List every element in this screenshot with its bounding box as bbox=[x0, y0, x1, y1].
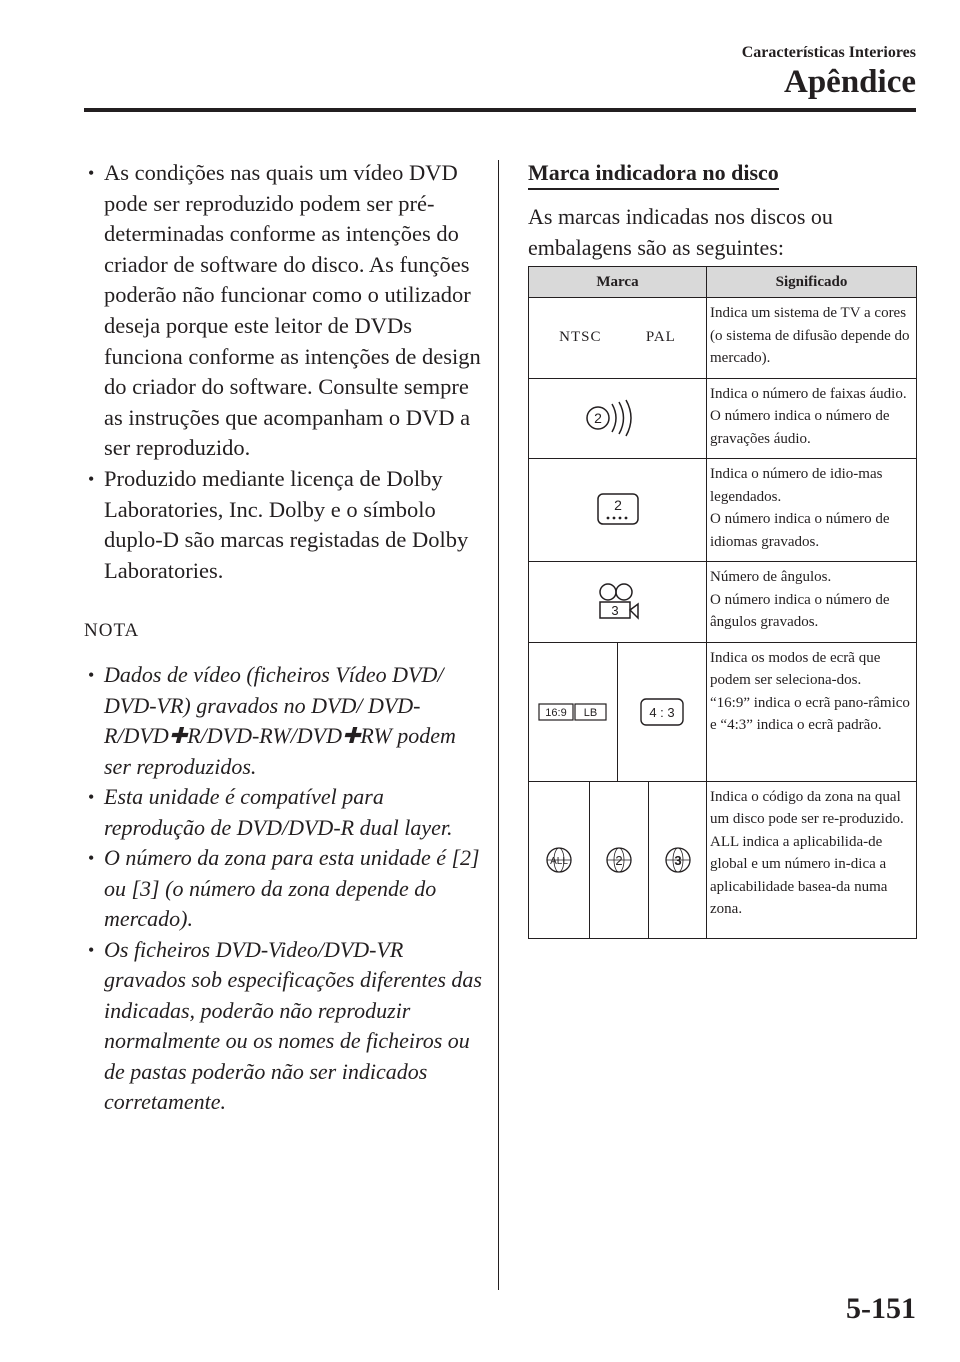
meaning-line: O número indica o número de gravações áudio. bbox=[710, 408, 890, 447]
table-row bbox=[529, 781, 917, 938]
meaning-cell bbox=[707, 562, 917, 643]
meaning-line: Indica o código da zona na qual um disco pode ser re-produzido. bbox=[710, 788, 904, 827]
bullet-text: Produzido mediante licença de Dolby Laboratories, Inc. Dolby e o símbolo duplo-D são marcas registadas de Dolby Laboratories. bbox=[104, 465, 469, 583]
angles-camera-icon bbox=[594, 582, 642, 622]
table-row bbox=[529, 562, 917, 643]
audio-tracks-icon bbox=[586, 398, 650, 438]
mark-cell bbox=[529, 298, 707, 379]
ntsc-label: NTSC bbox=[559, 329, 602, 346]
note-item bbox=[84, 660, 484, 782]
meaning-line: Número de ângulos. bbox=[710, 569, 832, 585]
disc-marks-table bbox=[528, 266, 917, 939]
right-column bbox=[528, 160, 916, 263]
bullet-dot: • bbox=[88, 163, 95, 183]
bullet-text: As condições nas quais um vídeo DVD pode ser reproduzido podem ser pré-determinadas conforme as intenções do criador de software do disco. As funções poderão não funcionar como o utilizador deseja porque este leitor de DVDs funciona conforme as intenções de design do criador do software. Consulte sempre as instruções que acompanham o DVD a ser reproduzido. bbox=[104, 160, 481, 461]
bullet-dot: • bbox=[88, 787, 95, 808]
mark-cell bbox=[529, 459, 707, 562]
table-row bbox=[529, 378, 917, 459]
mark-column-header: Marca bbox=[529, 267, 707, 298]
region-2-icon bbox=[605, 846, 633, 874]
bullet-dot: • bbox=[88, 665, 95, 686]
header-rule bbox=[84, 108, 916, 112]
region-all-icon bbox=[545, 846, 573, 874]
bullet-item bbox=[84, 464, 484, 586]
region-all-label: ALL bbox=[550, 855, 568, 867]
chapter-title: Apêndice bbox=[784, 64, 916, 100]
subtitles-icon bbox=[596, 492, 640, 528]
bullet-dot: • bbox=[88, 468, 95, 489]
note-item bbox=[84, 843, 484, 935]
mark-cell bbox=[529, 378, 707, 459]
section-title: Características Interiores bbox=[741, 44, 916, 61]
meaning-line: Indica o número de faixas áudio. bbox=[710, 385, 907, 402]
meaning-cell bbox=[707, 459, 917, 562]
note-text: Os ficheiros DVD-Video/DVD-VR gravados sob especificações diferentes das indicadas, poderão não reproduzir normalmente ou os nomes de ficheiros ou de pastas poderão não ser indicados corretamente. bbox=[104, 936, 482, 1115]
audio-tracks-number: 2 bbox=[593, 410, 602, 427]
mark-cell bbox=[529, 642, 707, 781]
section-heading: Marca indicadora no disco bbox=[528, 160, 779, 190]
mark-cell bbox=[529, 781, 707, 938]
meaning-line: ALL indica a aplicabilida-de global e um número in-dica a aplicabilidade basea-da numa zona. bbox=[710, 833, 888, 917]
meaning-line: Indica o número de idio-mas legendados. bbox=[710, 466, 883, 505]
meaning-column-header: Significado bbox=[707, 267, 917, 298]
section-intro: As marcas indicadas nos discos ou embalagens são as seguintes: bbox=[528, 204, 833, 260]
bullet-dot: • bbox=[88, 848, 95, 869]
bullet-dot: • bbox=[88, 939, 95, 960]
meaning-cell bbox=[707, 642, 917, 781]
standard-screen-icon bbox=[639, 697, 685, 727]
standard-screen-label: 4 : 3 bbox=[649, 704, 675, 720]
widescreen-letterbox-icon bbox=[538, 701, 608, 723]
left-column bbox=[84, 158, 484, 1118]
note-text: Esta unidade é compatível para reprodução de DVD/DVD-R dual layer. bbox=[104, 784, 453, 840]
note-item bbox=[84, 935, 484, 1118]
meaning-line: O número indica o número de idiomas gravados. bbox=[710, 511, 890, 550]
meaning-cell bbox=[707, 781, 917, 938]
note-item bbox=[84, 782, 484, 843]
region-3-icon bbox=[664, 846, 692, 874]
note-title: NOTA bbox=[84, 620, 140, 642]
letterbox-label: LB bbox=[583, 706, 598, 719]
note-list bbox=[84, 660, 484, 1118]
meaning-cell: Indica um sistema de TV a cores (o sistema de difusão depende do mercado). bbox=[707, 298, 917, 379]
column-divider bbox=[498, 160, 499, 1290]
region-3-label: 3 bbox=[673, 852, 682, 868]
region-2-label: 2 bbox=[615, 852, 623, 868]
table-row bbox=[529, 459, 917, 562]
page-number: 5-151 bbox=[846, 1292, 916, 1325]
meaning-line: “16:9” indica o ecrã pano-râmico e “4:3” indica o ecrã padrão. bbox=[710, 694, 910, 733]
table-row bbox=[529, 298, 917, 379]
bullet-item bbox=[84, 158, 484, 464]
angles-number: 3 bbox=[610, 602, 619, 618]
widescreen-label: 16:9 bbox=[545, 706, 567, 719]
meaning-line: O número indica o número de ângulos gravados. bbox=[710, 591, 890, 630]
note-text: Dados de vídeo (ficheiros Vídeo DVD/ DVD-VR) gravados no DVD/ DVD-R/DVD✚R/DVD-RW/DVD✚RW podem ser reproduzidos. bbox=[104, 662, 456, 779]
bullet-list bbox=[84, 158, 484, 586]
table-row bbox=[529, 642, 917, 781]
meaning-line: Indica os modos de ecrã que podem ser seleciona-dos. bbox=[710, 649, 881, 688]
mark-cell bbox=[529, 562, 707, 643]
pal-label: PAL bbox=[645, 329, 676, 346]
subtitles-number: 2 bbox=[613, 497, 622, 513]
table-header-row bbox=[529, 267, 917, 298]
meaning-cell bbox=[707, 378, 917, 459]
note-text: O número da zona para esta unidade é [2] ou [3] (o número da zona depende do mercado). bbox=[104, 845, 480, 932]
